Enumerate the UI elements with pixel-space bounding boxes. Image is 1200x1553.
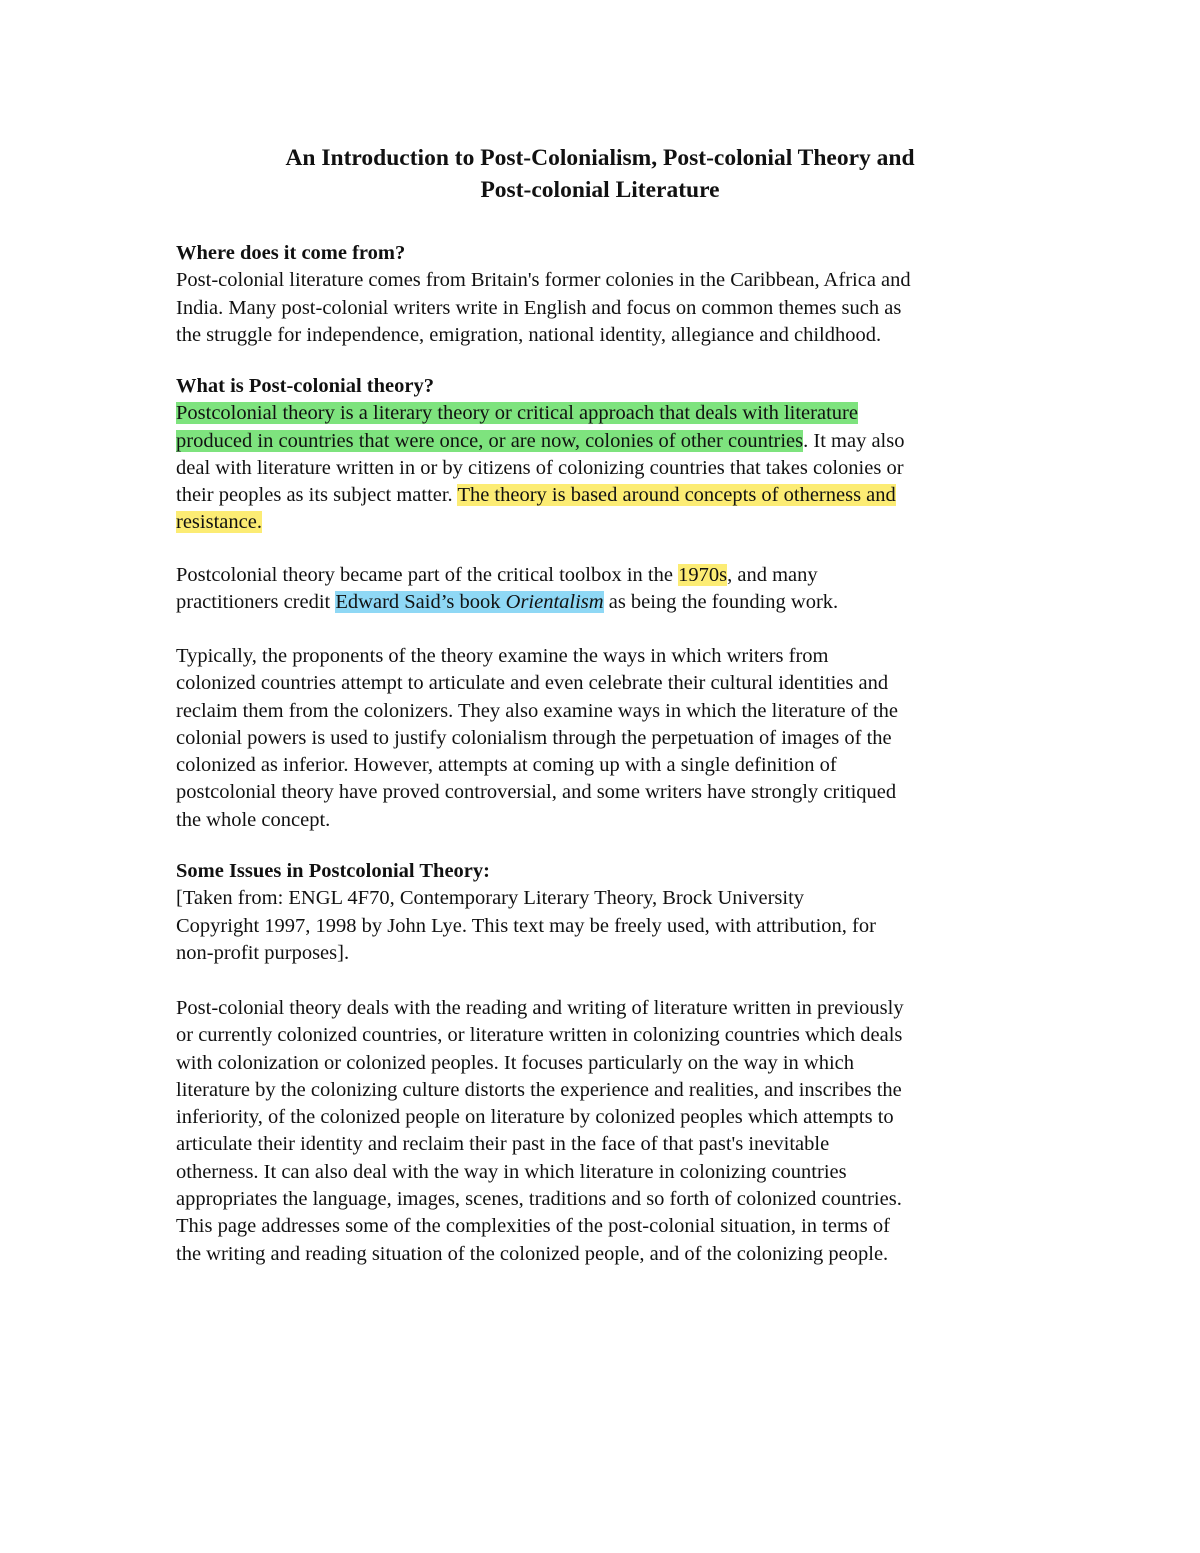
text-run: . It may also — [803, 429, 905, 452]
paragraph-line: articulate their identity and reclaim their past in the face of that past's inevitable — [176, 1133, 830, 1156]
yellow-highlight: 1970s — [678, 564, 728, 586]
section-heading: Where does it come from? — [176, 242, 406, 264]
yellow-highlight: The theory is based around concepts of otherness and — [457, 484, 896, 507]
paragraph-line: the writing and reading situation of the colonized people, and of the colonizing people. — [176, 1242, 889, 1265]
yellow-highlight: resistance. — [176, 511, 262, 534]
section-where-does-it-come-from — [176, 240, 1046, 349]
paragraph-line: the struggle for independence, emigration, national identity, allegiance and childhood. — [176, 323, 882, 346]
paragraph-line: This page addresses some of the complexities of the post-colonial situation, in terms of — [176, 1215, 890, 1238]
paragraph-line: Post-colonial literature comes from Britain's former colonies in the Caribbean, Africa and — [176, 269, 911, 292]
paragraph-line: colonized countries attempt to articulate and even celebrate their cultural identities and — [176, 672, 889, 695]
paragraph-line: with colonization or colonized peoples. It focuses particularly on the way in which — [176, 1051, 855, 1074]
section-typically-paragraph — [176, 643, 1046, 834]
paragraph-line: postcolonial theory have proved controversial, and some writers have strongly critiqued — [176, 781, 897, 804]
section-postcolonial-theory-deals — [176, 995, 1046, 1268]
paragraph-line: colonial powers is used to justify colonialism through the perpetuation of images of the — [176, 726, 892, 749]
book-title: Orientalism — [505, 591, 604, 614]
text-run: Postcolonial theory became part of the critical toolbox in the — [176, 564, 679, 586]
paragraph-line — [176, 589, 1046, 616]
text-run: practitioners credit — [176, 591, 336, 614]
green-highlight: Postcolonial theory is a literary theory or critical approach that deals with literature — [176, 402, 858, 425]
paragraph-line: reclaim them from the colonizers. They also examine ways in which the literature of the — [176, 699, 898, 722]
paragraph-line: deal with literature written in or by citizens of colonizing countries that takes colonies or — [176, 456, 904, 479]
paragraph-line: inferiority, of the colonized people on literature by colonized peoples which attempts to — [176, 1106, 894, 1129]
section-some-issues — [176, 858, 1046, 967]
paragraph-line: literature by the colonizing culture distorts the experience and realities, and inscribes the — [176, 1078, 902, 1101]
text-run: , and many — [727, 564, 818, 586]
paragraph-line — [176, 400, 1046, 427]
text-run: as being the founding work. — [603, 591, 839, 614]
document-title — [150, 142, 1050, 206]
section-heading: What is Post-colonial theory? — [176, 375, 434, 397]
paragraph-line: Typically, the proponents of the theory examine the ways in which writers from — [176, 645, 829, 667]
text-run: their peoples as its subject matter. — [176, 484, 458, 507]
paragraph-line: otherness. It can also deal with the way in which literature in colonizing countries — [176, 1160, 847, 1183]
paragraph-line: India. Many post-colonial writers write in English and focus on common themes such as — [176, 296, 902, 319]
blue-highlight — [335, 591, 603, 613]
paragraph-line: the whole concept. — [176, 808, 331, 831]
green-highlight: produced in countries that were once, or are now, colonies of other countries — [176, 429, 804, 452]
paragraph-line — [176, 562, 1046, 589]
section-heading: Some Issues in Postcolonial Theory: — [176, 860, 490, 882]
section-what-is-postcolonial-theory — [176, 373, 1046, 537]
paragraph-line — [176, 509, 1046, 536]
paragraph-line: Post-colonial theory deals with the reading and writing of literature written in previously — [176, 997, 904, 1019]
paragraph-line: Copyright 1997, 1998 by John Lye. This text may be freely used, with attribution, for — [176, 914, 876, 937]
paragraph-line — [176, 482, 1046, 509]
paragraph-line: or currently colonized countries, or literature written in colonizing countries which deals — [176, 1024, 903, 1047]
paragraph-line: [Taken from: ENGL 4F70, Contemporary Literary Theory, Brock University — [176, 887, 805, 910]
title-line: Post-colonial Literature — [480, 177, 720, 203]
section-toolbox-paragraph — [176, 562, 1046, 617]
title-line: An Introduction to Post-Colonialism, Post-colonial Theory and — [285, 145, 915, 171]
paragraph-line — [176, 428, 1046, 455]
text-run: Edward Said’s book — [335, 591, 506, 614]
paragraph-line: appropriates the language, images, scenes, traditions and so forth of colonized countries. — [176, 1188, 902, 1211]
paragraph-line: non-profit purposes]. — [176, 941, 350, 964]
paragraph-line: colonized as inferior. However, attempts at coming up with a single definition of — [176, 754, 837, 777]
